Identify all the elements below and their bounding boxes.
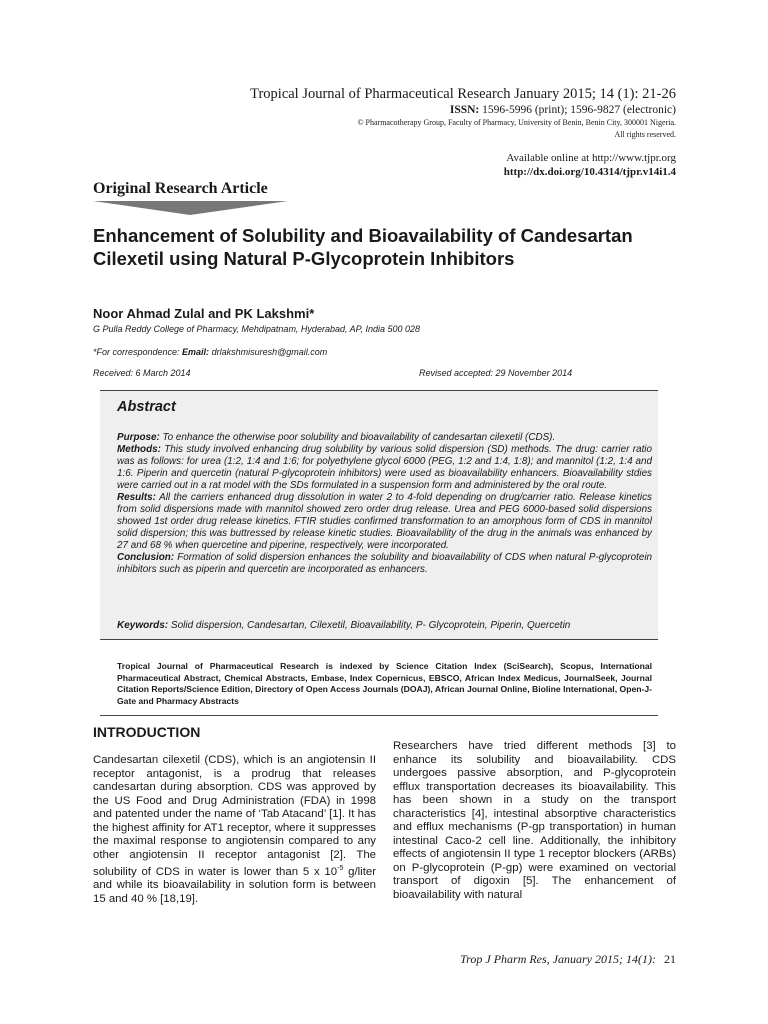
doi-link[interactable]: http://dx.doi.org/10.4314/tjpr.v14i1.4 xyxy=(503,166,676,178)
intro-col1-text-a: Candesartan cilexetil (CDS), which is an angiotensin II receptor antagonist, is a prodrug that releases candesartan during absorption. CDS was approved by the US Food and Drug Administration (FDA) in 1998 and patented under the name of ‘Tab Atacand’ [1]. It has the highest affinity for AT1 receptor, where it suppresses the maximal response to angiotensin compared to any other angiotensin II receptor antagonist [2]. The solubility of CDS in water is lower than 5 x 10 xyxy=(93,754,376,878)
indexing-text: Tropical Journal of Pharmaceutical Research is indexed by Science Citation Index (SciSearch), Scopus, International Pharmaceutical Abstract, Chemical Abstracts, Embase, Index Copernicus, EBSCO, African Index Medicus, JournalSeek, Journal Citation Reports/Science Edition, Directory of Open Access Journals (DOAJ), African Journal Online, Bioline International, Open-J-Gate and Pharmacy Abstracts xyxy=(117,661,652,706)
intro-col1-text-b: g/liter and while its bioavailability in solution form is between 15 and 40 % [18,19]. xyxy=(93,865,376,905)
methods-text: This study involved enhancing drug solubility by various solid dispersion (SD) methods. The drug: carrier ratio was as follows: for urea (1:2, 1:4 and 1:6; for polyethylene glycol 6000 (PEG, 1:2 and 1:4, 1:8); and mannitol (1:2, 1:4 and 1:6. Piperin and quercetin (natural P-glycoprotein inhibitors) were used as bioavailability enhancers. Bioavailability stdies were carried out in a rat model with the SDs formulated in a suspension form and administered by the oral route. xyxy=(117,444,652,491)
results-text: All the carriers enhanced drug dissolution in water 2 to 4-fold depending on drug/carrier ratio. Release kinetics from solid dispersions made with mannitol showed zero order drug release. Urea and PEG 6000-based solid dispersions showed 1st order drug release kinetics. FTIR studies confirmed transformation to an amorphous form of CDS in mannitol solid dispersion; this was buttressed by release kinetic studies. Bioavailability of the drug in the animals was enhanced by 27 and 68 % when quercetine and piperine, respectively, were incorporated. xyxy=(117,492,652,551)
issn-label: ISSN: xyxy=(449,104,480,116)
results-label: Results: xyxy=(117,492,156,503)
keywords-text: Solid dispersion, Candesartan, Cilexetil, Bioavailability, P- Glycoprotein, Piperin, Quercetin xyxy=(168,620,571,631)
footer-citation: Trop J Pharm Res, January 2015; 14(1): xyxy=(460,952,656,966)
affiliation: G Pulla Reddy College of Pharmacy, Mehdipatnam, Hyderabad, AP, India 500 028 xyxy=(93,324,421,334)
page-footer xyxy=(380,952,676,967)
keywords xyxy=(117,620,652,631)
page-number: 21 xyxy=(664,952,676,966)
authors: Noor Ahmad Zulal and PK Lakshmi* xyxy=(93,306,315,321)
abstract-body xyxy=(117,432,652,576)
copyright-line: © Pharmacotherapy Group, Faculty of Pharmacy, University of Benin, Benin City, 300001 Nigeria. xyxy=(357,118,676,127)
intro-column-right: Researchers have tried different methods [3] to enhance its solubility and bioavailability. CDS undergoes passive absorption, and P-glycoprotein efflux transportation decreases its bioavailability. This has been shown in a study on the transport characteristics [4], intestinal absorptive characteristics and efflux mechanisms (P-gp transportation) in human intestinal Caco-2 cell line. Additionally, the inhibitory effects of angiotensin II type 1 receptor blockers (ARBs) on P-glycoprotein (P-gp) were examined on vectorial transport of digoxin [5]. The enhancement of bioavailability with natural xyxy=(393,740,676,901)
abstract-heading: Abstract xyxy=(117,399,176,415)
correspondence-prefix: *For correspondence: xyxy=(93,347,183,357)
journal-citation-line: Tropical Journal of Pharmaceutical Research January 2015; 14 (1): 21-26 xyxy=(250,86,676,102)
intro-column-left xyxy=(93,754,376,906)
article-title: Enhancement of Solubility and Bioavailability of Candesartan Cilexetil using Natural P-Glycoprotein Inhibitors xyxy=(93,225,633,269)
methods-label: Methods: xyxy=(117,444,161,455)
keywords-label: Keywords: xyxy=(117,620,169,631)
article-type: Original Research Article xyxy=(93,180,268,197)
conclusion-label: Conclusion: xyxy=(117,552,175,563)
purpose-label: Purpose: xyxy=(117,432,160,443)
introduction-heading: INTRODUCTION xyxy=(93,724,201,740)
email-label: Email: xyxy=(182,347,210,357)
email-address[interactable]: drlakshmisuresh@gmail.com xyxy=(209,347,328,357)
issn-value: 1596-5996 (print); 1596-9827 (electronic) xyxy=(479,104,676,116)
available-online-link[interactable]: Available online at http://www.tjpr.org xyxy=(506,152,676,164)
purpose-text: To enhance the otherwise poor solubility and bioavailability of candesartan cilexetil (CDS). xyxy=(159,432,556,443)
revised-date: Revised accepted: 29 November 2014 xyxy=(419,368,573,378)
issn-line xyxy=(90,104,676,116)
article-type-arrow-icon xyxy=(93,201,288,215)
rights-line: All rights reserved. xyxy=(614,130,676,139)
received-date: Received: 6 March 2014 xyxy=(93,368,191,378)
intro-col1-superscript: -5 xyxy=(337,865,344,872)
correspondence xyxy=(93,347,327,357)
conclusion-text: Formation of solid dispersion enhances the solubility and bioavailability of CDS when natural P-glycoprotein inhibitors such as piperin and quercetin are incorporated as enhancers. xyxy=(117,552,652,575)
